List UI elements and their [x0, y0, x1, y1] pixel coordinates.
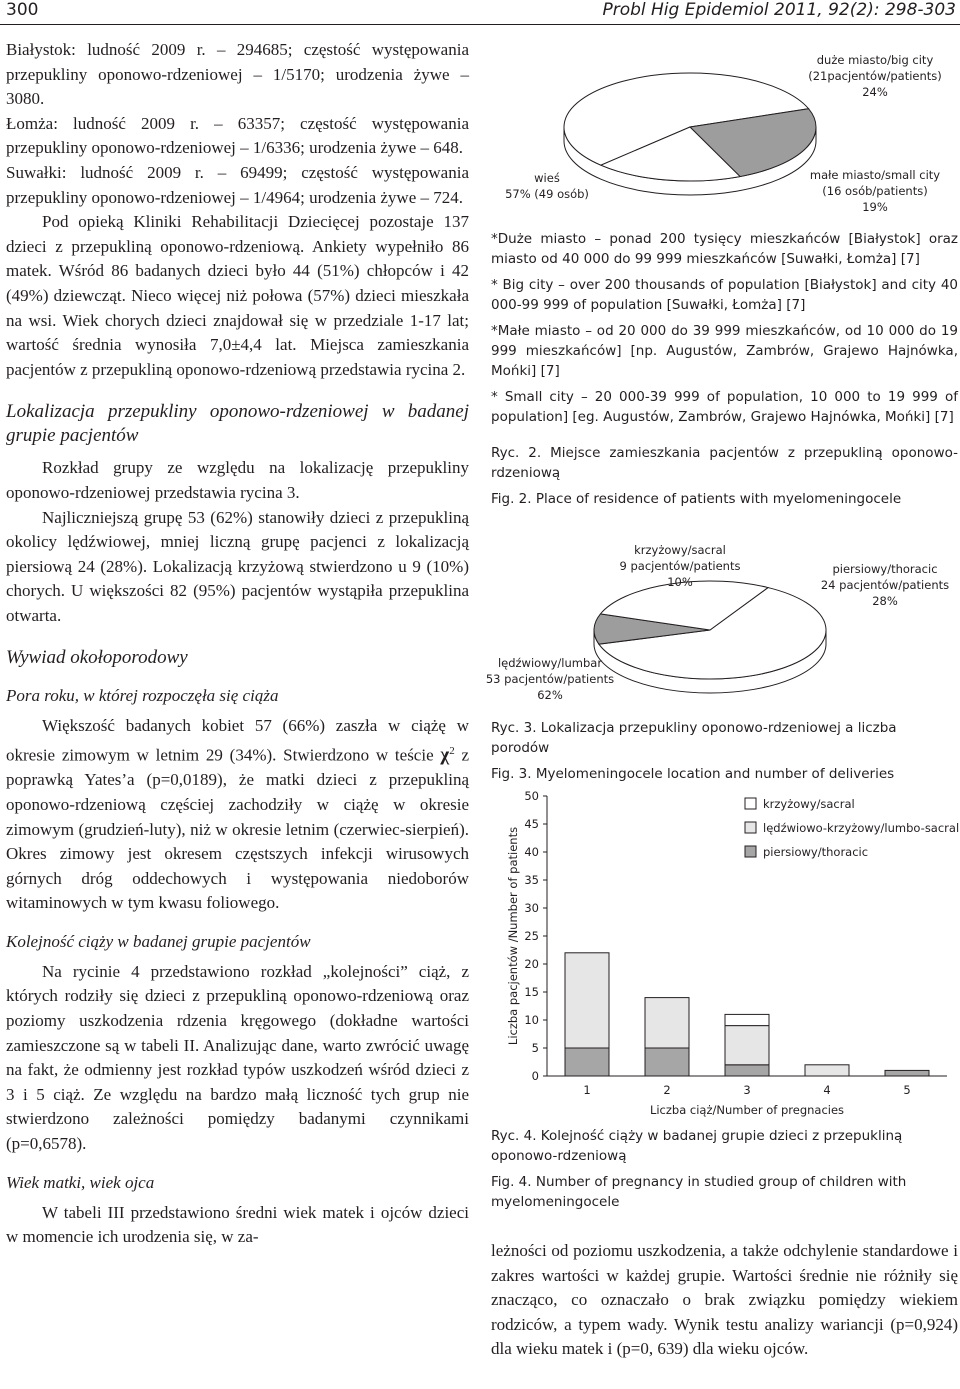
- paragraph-parent-age: W tabeli III przedstawiono średni wiek matek i ojców dzieci w momencie ich urodzenia się, w za-: [6, 1202, 469, 1247]
- fig4-x-tick-label: 3: [743, 1083, 751, 1097]
- fig2-caption-pl: Ryc. 2. Miejsce zamieszkania pacjentów z przepukliną oponowo-rdzeniową: [491, 445, 958, 481]
- fig4-y-tick-label: 25: [524, 929, 539, 943]
- fig4-legend-swatch-0: [745, 846, 756, 857]
- fig4-y-tick-label: 5: [531, 1041, 539, 1055]
- fig4-legend-label-0: piersiowy/thoracic: [763, 845, 869, 859]
- fig4-y-tick-label: 20: [524, 957, 539, 971]
- fig3-label-lumbar-line3: 62%: [537, 688, 563, 702]
- fig2-label-big-line2: (21pacjentów/patients): [808, 69, 942, 83]
- fig3-label-sacral-line1: krzyżowy/sacral: [634, 543, 726, 557]
- fig4-x-tick-label: 2: [663, 1083, 671, 1097]
- paragraph-bialystok: Białystok: ludność 2009 r. – 294685; częstość występowania przepukliny oponowo-rdzeniowej – 1/5170; urodzenia żywe – 3080.: [6, 40, 469, 109]
- fig4-caption-en: Fig. 4. Number of pregnancy in studied group of children with myelomeningocele: [491, 1174, 907, 1210]
- fig4-legend-label-1: lędźwiowo-krzyżowy/lumbo-sacral: [763, 821, 960, 835]
- subheading-order: Kolejność ciąży w badanej grupie pacjentów: [6, 931, 311, 951]
- figure-3-pie-chart: [590, 578, 830, 698]
- chi-symbol: χ: [440, 744, 450, 766]
- paragraph-location-intro: Rozkład grupy ze względu na lokalizację przepukliny oponowo-rdzeniowej przedstawia rycina 3.: [6, 458, 469, 502]
- fig4-y-tick-label: 45: [524, 817, 539, 831]
- figure-4-captions: [491, 1126, 958, 1218]
- fig4-y-tick-label: 30: [524, 901, 539, 915]
- figure-2-notes-captions: [491, 229, 958, 515]
- fig2-note-en-big: * Big city – over 200 thousands of population [Białystok] and city 40 000-99 999 of population [Suwałki, Łomża] [7]: [491, 277, 958, 313]
- fig4-bar-2-series-1: [645, 998, 689, 1048]
- fig2-label-village-line1: wieś: [534, 171, 560, 185]
- fig4-x-label: Liczba ciąż/Number of pregnacies: [649, 1103, 845, 1117]
- fig4-legend-swatch-1: [745, 822, 756, 833]
- fig4-bar-3-series-2: [725, 1014, 769, 1025]
- fig4-y-tick-label: 0: [531, 1069, 539, 1083]
- fig4-bar-4-series-1: [805, 1065, 849, 1076]
- fig2-label-village: [492, 170, 602, 202]
- paragraph-order: Na rycinie 4 przedstawiono rozkład „kolejności” ciąż, z których rodziły się dzieci z przepukliną oponowo-rdzeniową oraz poziomy uszkodzenia rdzenia kręgowego (dokładne wartości zamieszczone są w tabeli II. Analizując dane, warto zwrócić uwagę na fakt, że odmienny jest rozkład typów uszkodzeń wśród dzieci z 3 i 5 ciąż. Ze względu na bardzo małą liczność tych grup nie stwierdzono zależności pomiędzy badanymi czynnikami (p=0,6578).: [6, 961, 469, 1154]
- fig4-x-tick-label: 1: [583, 1083, 591, 1097]
- fig3-label-lumbar-line2: 53 pacjentów/patients: [485, 672, 615, 686]
- fig3-label-thoracic-line1: piersiowy/thoracic: [832, 562, 938, 576]
- fig2-label-small-line2: (16 osób/patients): [822, 184, 928, 198]
- figure-4-bar-chart: [495, 778, 960, 1123]
- fig4-y-tick-label: 50: [524, 789, 539, 803]
- fig4-bar-2-series-0: [645, 1048, 689, 1076]
- heading-perinatal: Wywiad okołoporodowy: [6, 647, 188, 669]
- fig4-y-tick-label: 10: [524, 1013, 539, 1027]
- fig4-y-label: Liczba pacjentów /Number of patients: [506, 826, 520, 1046]
- journal-citation: Probl Hig Epidemiol 2011, 92(2): 298-303: [602, 0, 956, 20]
- fig4-bar-3-series-1: [725, 1026, 769, 1065]
- paragraph-location-results: Najliczniejszą grupę 53 (62%) stanowiły dzieci z przepukliną okolicy lędźwiowej, mniej liczną grupę pacjenci z lokalizacją piersiową 24 (28%). Lokalizacją krzyżową stwierdzono u 9 (10%) chorych. U większości 82 (95%) pacjentów wystąpiła przepuklina otwarta.: [6, 507, 469, 625]
- fig4-y-tick-label: 15: [524, 985, 539, 999]
- fig3-label-thoracic-line3: 28%: [872, 594, 898, 608]
- fig2-caption-en: Fig. 2. Place of residence of patients with myelomeningocele: [491, 491, 902, 507]
- left-column: [6, 38, 469, 1250]
- header-rule: [0, 24, 960, 25]
- fig4-caption-pl: Ryc. 4. Kolejność ciąży w badanej grupie dzieci z przepukliną oponowo-rdzeniową: [491, 1128, 903, 1164]
- fig3-label-sacral-line3: 10%: [667, 575, 693, 589]
- fig2-note-pl-small: *Małe miasto – od 20 000 do 39 999 mieszkańców, od 10 000 do 19 999 mieszkańców] [np. Augustów, Zambrów, Grajewo Hajnówka, Mońki] [7]: [491, 323, 958, 379]
- paragraph-season: [6, 714, 469, 915]
- fig2-note-pl-big: *Duże miasto – ponad 200 tysięcy mieszkańców [Białystok] oraz miasto od 40 000 do 99 999 mieszkańców [Suwałki, Łomża] [7]: [491, 231, 958, 267]
- page-header: [0, 0, 960, 26]
- fig2-label-small-city: [790, 167, 960, 215]
- paragraph-study-group: Pod opieką Kliniki Rehabilitacji Dziecięcej pozostaje 137 dzieci z przepukliną oponowo-rdzeniową. Ankiety wypełniło 86 matek. Wśród 86 badanych dzieci było 44 (51%) chłopców i 42 (49%) dziewcząt. Nieco więcej niż połowa (57%) dzieci mieszkała na wsi. Wiek chorych dzieci znajdował się w przedziale 1-17 lat; wartość średnia wynosiła 7,0±4,4 lat. Miejsca zamieszkania pacjentów z przepukliną oponowo-rdzeniową przedstawia rycina 2.: [6, 212, 469, 379]
- fig3-label-sacral: [605, 542, 755, 590]
- fig3-caption-en: Fig. 3. Myelomeningocele location and number of deliveries: [491, 766, 895, 782]
- page-number: 300: [6, 0, 39, 20]
- chi-exponent: 2: [449, 745, 455, 758]
- fig4-bar-5-series-0: [885, 1070, 929, 1076]
- fig3-label-lumbar: [480, 655, 620, 703]
- fig2-label-big-city: [790, 52, 960, 100]
- fig4-y-tick-label: 40: [524, 845, 539, 859]
- subheading-parent-age: Wiek matki, wiek ojca: [6, 1172, 155, 1192]
- fig2-label-village-line2: 57% (49 osób): [505, 187, 589, 201]
- fig4-y-tick-label: 35: [524, 873, 539, 887]
- fig3-label-thoracic: [810, 561, 960, 609]
- fig3-label-lumbar-line1: lędźwiowy/lumbar: [497, 656, 603, 670]
- subheading-season: Pora roku, w której rozpoczęła się ciąża: [6, 686, 279, 706]
- fig2-label-big-line1: duże miasto/big city: [816, 53, 934, 67]
- fig2-label-small-line1: małe miasto/small city: [809, 168, 941, 182]
- fig3-label-sacral-line2: 9 pacjentów/patients: [619, 559, 741, 573]
- paragraph-suwalki: Suwałki: ludność 2009 r. – 69499; częstość występowania przepukliny oponowo-rdzeniowej – 1/4964; urodzenia żywe – 724.: [6, 162, 469, 207]
- right-column-text: leżności od poziomu uszkodzenia, a także odchylenie standardowe i zakres wartości w każdej grupie. Wartości średnie nie różniły się znacząco, co oznaczało o brak związku pomiędzy wiekiem rodziców, a typem wady. Wynik testu analizy wariancji (p=0,924) dla wieku matek i (p=0, 639) dla wieku ojców.: [491, 1241, 958, 1359]
- fig4-x-tick-label: 4: [823, 1083, 831, 1097]
- paragraph-season-a: Większość badanych kobiet 57 (66%) zaszła w ciążę w okresie zimowym w letnim 29 (34%). Stwierdzono w teście: [6, 716, 469, 765]
- fig3-caption-pl: Ryc. 3. Lokalizacja przepukliny oponowo-rdzeniowej a liczba porodów: [491, 720, 897, 756]
- fig2-note-en-small: * Small city – 20 000-39 999 of population, 10 000 to 19 999 of population] [eg. Augustów, Zambrów, Grajewo Hajnówka, Mońki] [7]: [491, 389, 958, 425]
- fig3-label-thoracic-line2: 24 pacjentów/patients: [820, 578, 950, 592]
- fig4-legend-swatch-2: [745, 798, 756, 809]
- fig2-label-big-line3: 24%: [862, 85, 888, 99]
- fig4-bar-3-series-0: [725, 1065, 769, 1076]
- fig4-legend-label-2: krzyżowy/sacral: [763, 797, 855, 811]
- fig4-bar-1-series-0: [565, 1048, 609, 1076]
- fig2-label-small-line3: 19%: [862, 200, 888, 214]
- fig4-x-tick-label: 5: [903, 1083, 911, 1097]
- heading-location: Lokalizacja przepukliny oponowo-rdzeniowej w badanej grupie pacjentów: [6, 401, 469, 447]
- paragraph-season-b: z poprawką Yates’a (p=0,0189), że matki dzieci z przepukliną oponowo-rdzeniową częściej zachodziły w ciążę w okresie zimowym (grudzień-luty), niż w okresie letnim (czerwiec-sierpień). Okres zimowy jest okresem częstszych infekcji wirusowych górnych dróg oddechowych i występowania niedoborów witaminowych w tym kwasu foliowego.: [6, 745, 470, 913]
- fig4-bar-1-series-1: [565, 953, 609, 1048]
- paragraph-lomza: Łomża: ludność 2009 r. – 63357; częstość występowania przepukliny oponowo-rdzeniowej – 1/6336; urodzenia żywe – 648.: [6, 113, 469, 158]
